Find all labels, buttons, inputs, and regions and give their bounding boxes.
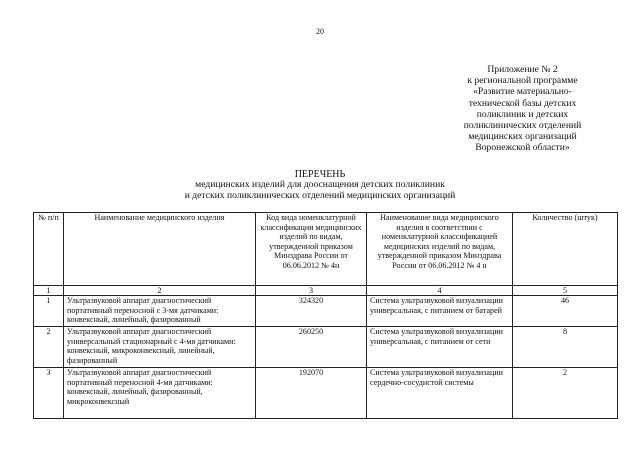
- row-name: Ультразвуковой аппарат диагностический портативный переносной 4-мя датчиками: конвексный, линейный, фазированный, микроконвексный: [64, 368, 256, 419]
- column-number: 4: [367, 286, 513, 296]
- row-qty: 46: [513, 296, 618, 327]
- appendix-line: медицинских организаций: [468, 131, 577, 143]
- row-num: 2: [34, 327, 64, 368]
- table-row: [34, 368, 618, 419]
- header-code: Код вида номенклатурной классификации медицинских изделий по видам, утвержденной приказом Минздрава России от 06.06.2012 № 4н: [256, 213, 367, 286]
- appendix-line: Приложение № 2: [487, 64, 558, 75]
- table-header-row: [34, 213, 618, 286]
- row-qty: 2: [513, 368, 618, 419]
- subtitle-line: медицинских изделий для дооснащения детских поликлиник: [195, 179, 445, 190]
- row-name: Ультразвуковой аппарат диагностический портативный переносной с 3-мя датчиками: конвексный, линейный, фазированный: [64, 296, 256, 327]
- row-kind: Система ультразвуковой визуализации сердечно-сосудистой системы: [367, 368, 513, 419]
- row-num: 1: [34, 296, 64, 327]
- row-kind: Система ультразвуковой визуализации универсальная, с питанием от батарей: [367, 296, 513, 327]
- column-number-row: [34, 286, 618, 296]
- row-kind: Система ультразвуковой визуализации универсальная, с питанием от сети: [367, 327, 513, 368]
- appendix-line: к региональной программе: [467, 75, 578, 87]
- column-number: 3: [256, 286, 367, 296]
- row-name: Ультразвуковой аппарат диагностический универсальный стационарный с 4-мя датчиками: конвексный, микроконвексный, линейный, фазированный: [64, 327, 256, 368]
- devices-table: [33, 212, 618, 419]
- document-title: ПЕРЕЧЕНЬ: [294, 169, 346, 180]
- appendix-line: поликлинических отделений: [463, 120, 582, 132]
- row-num: 3: [34, 368, 64, 419]
- appendix-line: технической базы детских: [468, 97, 577, 109]
- header-num: № п/п: [34, 213, 64, 286]
- table-row: [34, 327, 618, 368]
- header-name: Наименование медицинского изделия: [64, 213, 256, 286]
- column-number: 1: [34, 286, 64, 296]
- document-subtitle: [0, 180, 640, 202]
- row-qty: 8: [513, 327, 618, 368]
- table-row: [34, 296, 618, 327]
- header-kind: Наименование вида медицинского изделия в соответствии с номенклатурной классификацией медицинских изделий по видам, утвержденной приказом Минздрава России от 06.06.2012 № 4 н: [367, 213, 513, 286]
- appendix-block: [430, 64, 615, 154]
- appendix-line: «Развитие материально-: [473, 86, 572, 98]
- appendix-line: Воронежской области»: [475, 142, 570, 154]
- subtitle-line: и детских поликлинических отделений медицинских организаций: [184, 189, 456, 201]
- row-code: 260250: [256, 327, 367, 368]
- appendix-line: поликлиник и детских: [476, 108, 569, 120]
- page-number: 20: [316, 27, 324, 36]
- column-number: 5: [513, 286, 618, 296]
- row-code: 192070: [256, 368, 367, 419]
- header-qty: Количество (штук): [513, 213, 618, 286]
- column-number: 2: [64, 286, 256, 296]
- row-code: 324320: [256, 296, 367, 327]
